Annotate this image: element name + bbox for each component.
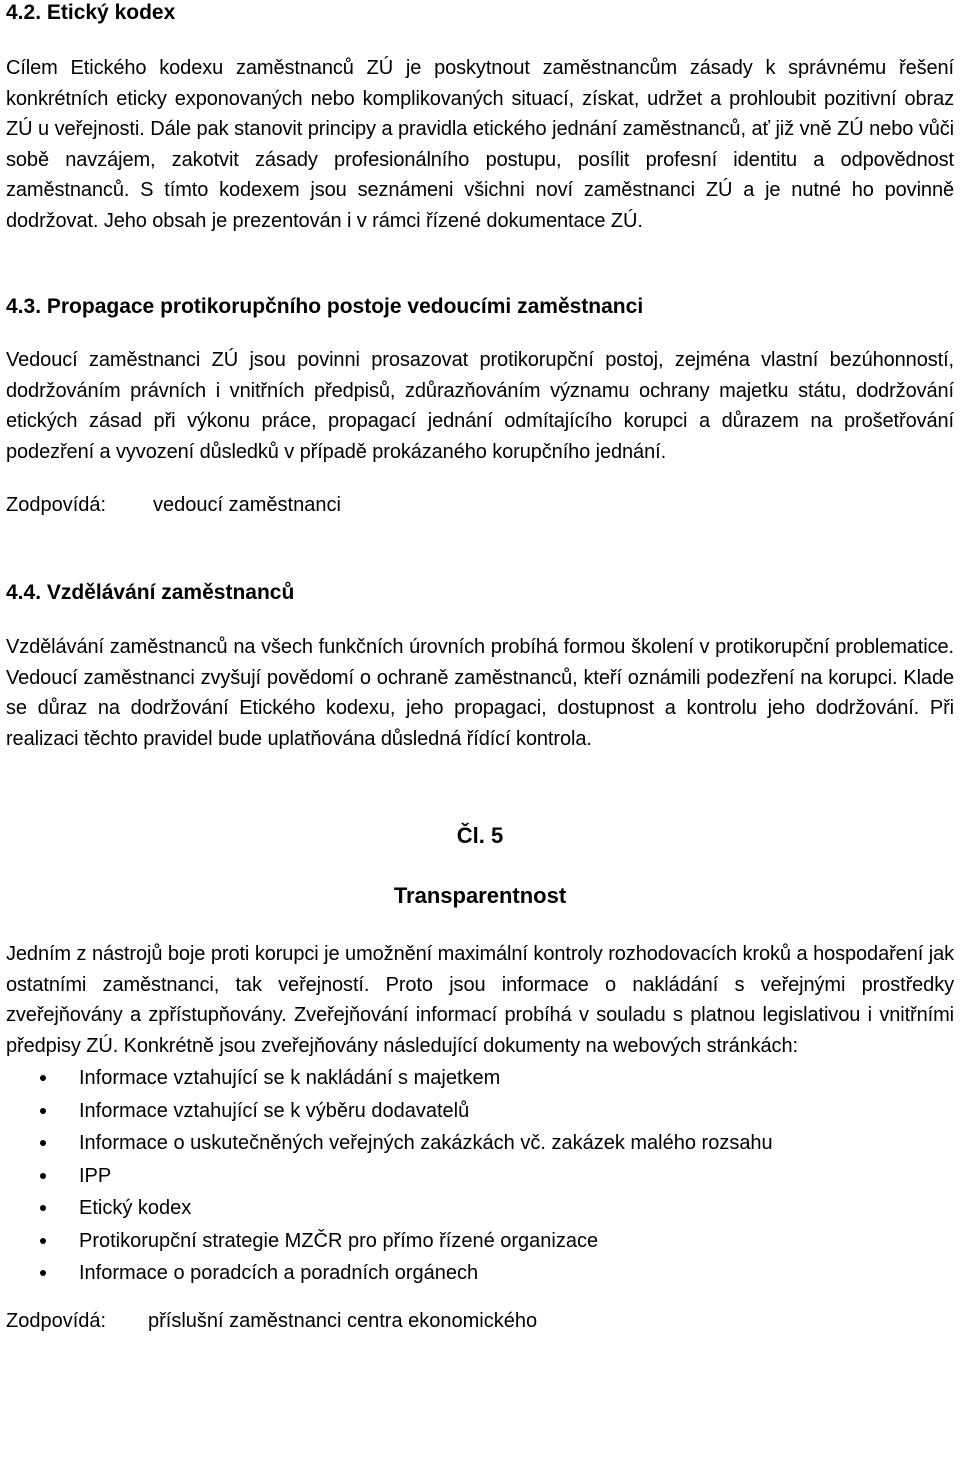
section-4-3-paragraph: Vedoucí zaměstnanci ZÚ jsou povinni prosazovat protikorupční postoj, zejména vlastní bezúhonností, dodržováním právních i vnitřních předpisů, zdůrazňováním významu ochrany majetku státu, dodržování etických zásad při výkonu práce, propagací jednání odmítajícího korupci a důrazem na prošetřování podezření a vyvození důsledků v případě prokázaného korupčního jednání.: [6, 349, 954, 463]
bullet-icon: [40, 1108, 46, 1114]
bullet-icon: [40, 1238, 46, 1244]
section-4-2-heading: 4.2. Etický kodex: [6, 1, 176, 24]
section-4-4-heading: 4.4. Vzdělávání zaměstnanců: [6, 581, 295, 604]
article-5-title: Transparentnost: [393, 883, 567, 908]
section-4-3-responsible: [6, 490, 954, 520]
section-4-2-paragraph: Cílem Etického kodexu zaměstnanců ZÚ je poskytnout zaměstnancům zásady k správnému řešení konkrétních eticky exponovaných nebo komplikovaných situací, získat, udržet a prohloubit pozitivní obraz ZÚ u veřejnosti. Dále pak stanovit principy a pravidla etického jednání zaměstnanců, ať již vně ZÚ nebo vůči sobě navzájem, zakotvit zásady profesionálního postupu, posílit profesní identitu a odpovědnost zaměstnanců. S tímto kodexem jsou seznámeni všichni noví zaměstnanci ZÚ a je nutné ho povinně dodržovat. Jeho obsah je prezentován i v rámci řízené dokumentace ZÚ.: [6, 57, 954, 232]
bullet-icon: [40, 1140, 46, 1146]
list-item: Informace o uskutečněných veřejných zakázkách vč. zakázek malého rozsahu: [6, 1127, 954, 1160]
section-4-3-heading: 4.3. Propagace protikorupčního postoje vedoucími zaměstnanci: [6, 295, 644, 318]
bullet-icon: [40, 1205, 46, 1211]
section-4-4-paragraph: Vzdělávání zaměstnanců na všech funkčních úrovních probíhá formou školení v protikorupční problematice. Vedoucí zaměstnanci zvyšují povědomí o ochraně zaměstnanců, kteří oznámili podezření na korupci. Klade se důraz na dodržování Etického kodexu, jeho propagaci, dostupnost a kontrolu jeho dodržování. Při realizaci těchto pravidel bude uplatňována důsledná řídící kontrola.: [6, 636, 954, 750]
document-page: [6, 0, 954, 1336]
article-5-number: Čl. 5: [456, 823, 504, 848]
list-item: IPP: [6, 1160, 954, 1193]
responsible-label: Zodpovídá:: [6, 1309, 107, 1332]
list-item: Informace o poradcích a poradních orgánech: [6, 1257, 954, 1290]
list-item: Protikorupční strategie MZČR pro přímo řízené organizace: [6, 1225, 954, 1258]
responsible-label: Zodpovídá:: [6, 494, 107, 516]
bullet-icon: [40, 1173, 46, 1179]
published-documents-list: [6, 1062, 954, 1290]
article-5-paragraph: Jedním z nástrojů boje proti korupci je umožnění maximální kontroly rozhodovacích kroků a hospodaření jak ostatními zaměstnanci, tak veřejností. Proto jsou informace o nakládání s veřejnými prostředky zveřejňovány a zpřístupňovány. Zveřejňování informací probíhá v souladu s platnou legislativou i vnitřními předpisy ZÚ. Konkrétně jsou zveřejňovány následující dokumenty na webových stránkách:: [6, 943, 954, 1057]
list-item: Informace vztahující se k nakládání s majetkem: [6, 1062, 954, 1095]
list-item: Informace vztahující se k výběru dodavatelů: [6, 1095, 954, 1128]
bullet-icon: [40, 1075, 46, 1081]
article-5-responsible: [6, 1306, 954, 1336]
responsible-value: vedoucí zaměstnanci: [153, 494, 341, 516]
list-item: Etický kodex: [6, 1192, 954, 1225]
responsible-value: příslušní zaměstnanci centra ekonomického: [148, 1309, 538, 1332]
bullet-icon: [40, 1270, 46, 1276]
